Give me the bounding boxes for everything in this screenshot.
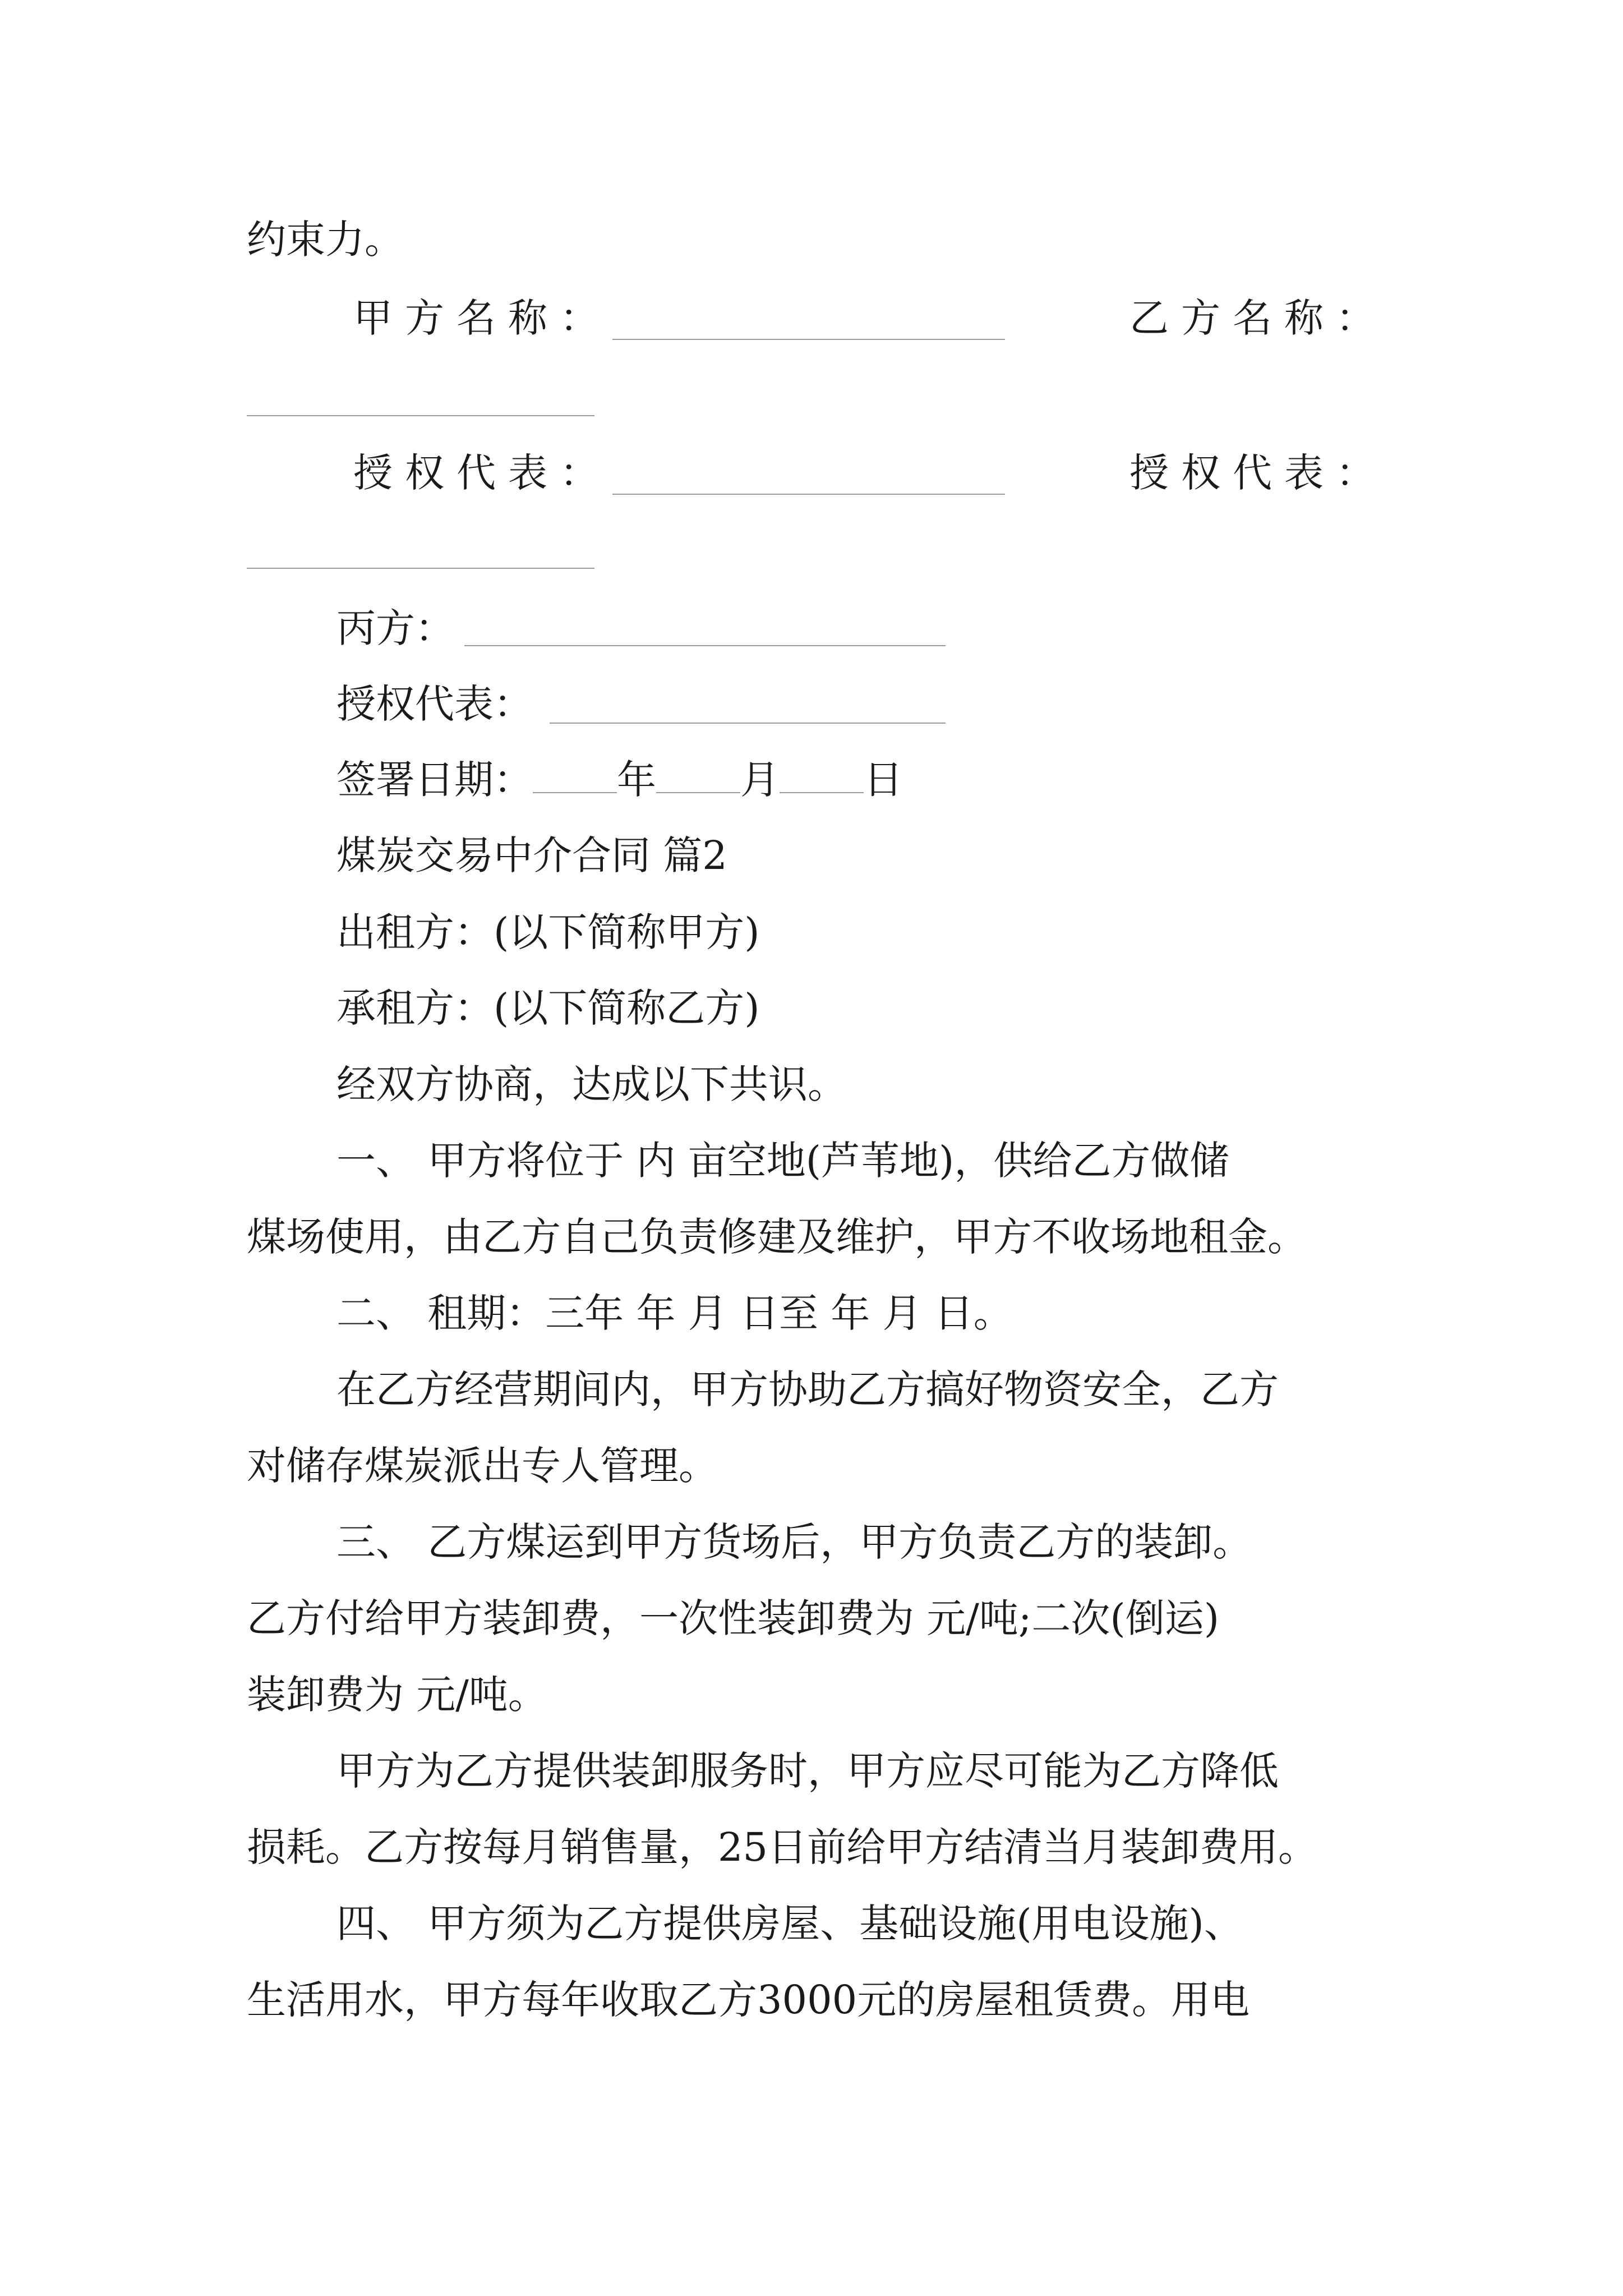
text-line: 损耗。乙方按每月销售量，25日前给甲方结清当月装卸费用。 — [247, 1824, 1318, 1870]
day-label: 日 — [864, 757, 903, 803]
text-line: 对储存煤炭派出专人管理。 — [247, 1443, 718, 1489]
text-line: 四、 甲方须为乙方提供房屋、基础设施(用电设施)、 — [336, 1901, 1243, 1947]
text-line: 约束力。 — [247, 217, 404, 263]
party-a-rep-label: 授权代表： — [353, 450, 611, 496]
text-line: 乙方付给甲方装卸费，一次性装卸费为 元/吨;二次(倒运) — [247, 1595, 1220, 1641]
party-b-name-label: 乙方名称： — [1129, 295, 1387, 341]
year-blank — [533, 789, 617, 793]
section-title: 煤炭交易中介合同 篇2 — [336, 832, 727, 878]
text-line: 出租方：(以下简称甲方) — [336, 909, 760, 955]
month-blank — [656, 789, 740, 793]
party-a-rep-blank — [612, 494, 1005, 495]
party-c-label: 丙方： — [336, 605, 454, 651]
party-c-rep-label: 授权代表： — [336, 681, 533, 727]
party-c-rep-blank — [550, 723, 946, 724]
text-line: 三、 乙方煤运到甲方货场后，甲方负责乙方的装卸。 — [336, 1519, 1252, 1565]
text-line: 生活用水，甲方每年收取乙方3000元的房屋租赁费。用电 — [247, 1977, 1250, 2023]
party-a-name-blank — [612, 339, 1005, 340]
text-line: 甲方为乙方提供装卸服务时，甲方应尽可能为乙方降低 — [336, 1748, 1279, 1794]
text-line: 装卸费为 元/吨。 — [247, 1672, 547, 1718]
month-label: 月 — [740, 757, 780, 803]
party-a-name-label: 甲方名称： — [353, 295, 611, 341]
text-line: 二、 租期：三年 年 月 日至 年 月 日。 — [336, 1290, 1013, 1336]
year-label: 年 — [617, 757, 656, 803]
text-line: 经双方协商，达成以下共识。 — [336, 1061, 847, 1107]
party-b-rep-blank — [247, 568, 594, 569]
party-b-rep-label: 授权代表： — [1129, 450, 1387, 496]
text-line: 一、 甲方将位于 内 亩空地(芦苇地)，供给乙方做储 — [336, 1138, 1229, 1184]
party-c-blank — [464, 645, 946, 646]
text-line: 煤场使用，由乙方自己负责修建及维护，甲方不收场地租金。 — [247, 1214, 1307, 1260]
text-line: 在乙方经营期间内，甲方协助乙方搞好物资安全，乙方 — [336, 1366, 1279, 1412]
sign-date-line — [336, 757, 903, 803]
sign-date-label: 签署日期： — [336, 757, 533, 803]
text-line: 承租方：(以下简称乙方) — [336, 985, 760, 1031]
party-b-name-blank — [247, 415, 594, 416]
day-blank — [780, 789, 864, 793]
